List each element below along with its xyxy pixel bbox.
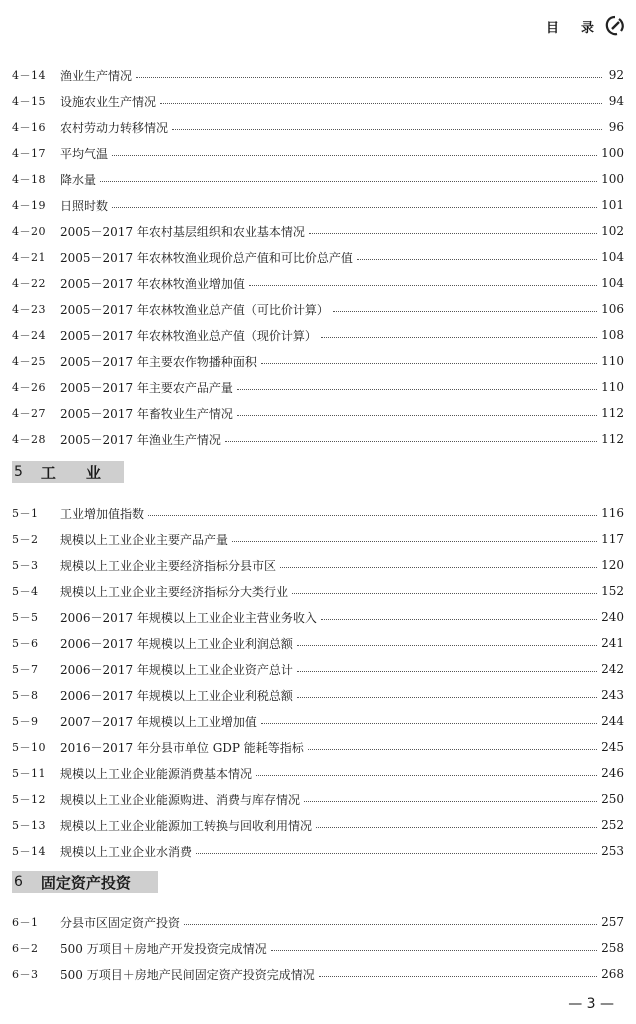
entry-number: 5－1 [12, 507, 39, 520]
dot-leader [261, 363, 597, 364]
entry-page-number: 96 [608, 120, 624, 134]
entry-number: 5－4 [12, 585, 39, 598]
dot-leader [309, 233, 597, 234]
toc-entry[interactable] [12, 404, 624, 422]
toc-entry[interactable] [12, 222, 624, 240]
entry-page-number: 240 [601, 610, 624, 624]
entry-title: 2005－2017 年渔业生产情况 [60, 432, 221, 447]
entry-number: 6－3 [12, 968, 39, 981]
dot-leader [271, 950, 597, 951]
dot-leader [261, 723, 597, 724]
entry-page-number: 250 [601, 792, 624, 806]
toc-entry[interactable] [12, 530, 624, 548]
entry-title: 2016－2017 年分县市单位 GDP 能耗等指标 [60, 740, 304, 755]
entry-title: 2006－2017 年规模以上工业企业资产总计 [60, 662, 293, 677]
entry-page-number: 116 [601, 506, 624, 520]
entry-number: 5－5 [12, 611, 39, 624]
entry-number: 4－23 [12, 303, 46, 316]
entry-page-number: 268 [601, 967, 624, 981]
entry-page-number: 246 [601, 766, 624, 780]
entry-number: 5－10 [12, 741, 46, 754]
entry-title: 2006－2017 年规模以上工业企业利税总额 [60, 688, 293, 703]
entry-title: 设施农业生产情况 [60, 94, 157, 109]
entry-title: 2006－2017 年规模以上工业企业利润总额 [60, 636, 293, 651]
entry-page-number: 117 [601, 532, 624, 546]
entry-number: 4－25 [12, 355, 46, 368]
entry-page-number: 241 [601, 636, 624, 650]
entry-title: 500 万项目＋房地产民间固定资产投资完成情况 [60, 967, 315, 982]
toc-entry[interactable] [12, 608, 624, 626]
dot-leader [172, 129, 602, 130]
dot-leader [112, 155, 597, 156]
dot-leader [280, 567, 597, 568]
entry-title: 规模以上工业企业能源消费基本情况 [60, 766, 253, 781]
entry-title: 工业增加值指数 [60, 506, 145, 521]
dot-leader [237, 389, 597, 390]
toc-entry[interactable] [12, 170, 624, 188]
entry-number: 5－9 [12, 715, 39, 728]
toc-entry[interactable] [12, 504, 624, 522]
entry-page-number: 108 [601, 328, 624, 342]
entry-number: 5－13 [12, 819, 46, 832]
entry-number: 4－26 [12, 381, 46, 394]
dot-leader [308, 749, 597, 750]
entry-number: 5－12 [12, 793, 46, 806]
dot-leader [237, 415, 597, 416]
dot-leader [136, 77, 602, 78]
toc-entry[interactable] [12, 764, 624, 782]
toc-entry[interactable] [12, 582, 624, 600]
toc-entry[interactable] [12, 196, 624, 214]
toc-entry[interactable] [12, 790, 624, 808]
entry-number: 4－14 [12, 69, 46, 82]
entry-page-number: 253 [601, 844, 624, 858]
entry-page-number: 101 [601, 198, 624, 212]
toc-entry[interactable] [12, 92, 624, 110]
entry-number: 4－18 [12, 173, 46, 186]
dot-leader [333, 311, 597, 312]
dot-leader [160, 103, 602, 104]
entry-title: 降水量 [60, 172, 97, 187]
entry-page-number: 104 [601, 250, 624, 264]
entry-page-number: 252 [601, 818, 624, 832]
page-header [546, 14, 626, 38]
dot-leader [297, 645, 597, 646]
entry-number: 4－15 [12, 95, 46, 108]
entry-title: 500 万项目＋房地产开发投资完成情况 [60, 941, 267, 956]
toc-entry[interactable] [12, 300, 624, 318]
entry-number: 4－20 [12, 225, 46, 238]
section-title: 固定资产投资 [40, 873, 131, 892]
dot-leader [321, 337, 597, 338]
entry-title: 2005－2017 年畜牧业生产情况 [60, 406, 233, 421]
dot-leader [225, 441, 597, 442]
entry-number: 4－17 [12, 147, 46, 160]
entry-title: 日照时数 [60, 198, 109, 213]
entry-title: 2005－2017 年农村基层组织和农业基本情况 [60, 224, 305, 239]
entry-title: 2005－2017 年农林牧渔业现价总产值和可比价总产值 [60, 250, 353, 265]
entry-title: 农村劳动力转移情况 [60, 120, 169, 135]
entry-number: 5－14 [12, 845, 46, 858]
entry-title: 2005－2017 年农林牧渔业总产值（可比价计算） [60, 302, 329, 317]
dot-leader [357, 259, 597, 260]
entry-page-number: 243 [601, 688, 624, 702]
section-number: 6 [14, 874, 23, 890]
entry-title: 2005－2017 年主要农作物播种面积 [60, 354, 257, 369]
dot-leader [256, 775, 597, 776]
entry-number: 4－28 [12, 433, 46, 446]
toc-entry[interactable] [12, 634, 624, 652]
entry-number: 4－16 [12, 121, 46, 134]
dot-leader [232, 541, 597, 542]
dot-leader [304, 801, 597, 802]
entry-title: 2007－2017 年规模以上工业增加值 [60, 714, 257, 729]
entry-title: 规模以上工业企业水消费 [60, 844, 193, 859]
entry-title: 规模以上工业企业主要经济指标分县市区 [60, 558, 277, 573]
entry-title: 2005－2017 年农林牧渔业总产值（现价计算） [60, 328, 317, 343]
entry-number: 5－6 [12, 637, 39, 650]
entry-title: 规模以上工业企业能源购进、消费与库存情况 [60, 792, 301, 807]
entry-page-number: 258 [601, 941, 624, 955]
toc-entry[interactable] [12, 66, 624, 84]
dot-leader [297, 697, 597, 698]
entry-page-number: 112 [601, 432, 624, 446]
toc-entry[interactable] [12, 430, 624, 448]
section-heading [12, 871, 158, 893]
dot-leader [319, 976, 597, 977]
entry-number: 5－11 [12, 767, 46, 780]
entry-page-number: 106 [601, 302, 624, 316]
page-number: — 3 — [568, 996, 614, 1012]
dot-leader [184, 924, 597, 925]
entry-page-number: 152 [601, 584, 624, 598]
toc-entry[interactable] [12, 118, 624, 136]
dot-leader [196, 853, 597, 854]
entry-number: 6－1 [12, 916, 39, 929]
entry-page-number: 102 [601, 224, 624, 238]
dot-leader [112, 207, 597, 208]
entry-page-number: 110 [601, 380, 624, 394]
toc-entry[interactable] [12, 144, 624, 162]
entry-page-number: 100 [601, 172, 624, 186]
toc-entry[interactable] [12, 913, 624, 931]
entry-number: 4－24 [12, 329, 46, 342]
entry-page-number: 245 [601, 740, 624, 754]
toc-entry[interactable] [12, 556, 624, 574]
entry-number: 4－27 [12, 407, 46, 420]
toc-entry[interactable] [12, 248, 624, 266]
entry-number: 5－2 [12, 533, 39, 546]
entry-number: 6－2 [12, 942, 39, 955]
toc-entry[interactable] [12, 738, 624, 756]
toc-entry[interactable] [12, 274, 624, 292]
entry-page-number: 94 [608, 94, 624, 108]
toc-entry[interactable] [12, 712, 624, 730]
dot-leader [297, 671, 597, 672]
toc-entry[interactable] [12, 939, 624, 957]
dot-leader [249, 285, 597, 286]
entry-page-number: 257 [601, 915, 624, 929]
entry-title: 平均气温 [60, 146, 109, 161]
entry-title: 规模以上工业企业能源加工转换与回收利用情况 [60, 818, 313, 833]
entry-page-number: 100 [601, 146, 624, 160]
section-number: 5 [14, 464, 23, 480]
entry-title: 渔业生产情况 [60, 68, 133, 83]
logo-icon [604, 15, 626, 37]
entry-page-number: 120 [601, 558, 624, 572]
entry-page-number: 242 [601, 662, 624, 676]
toc-entry[interactable] [12, 326, 624, 344]
dot-leader [100, 181, 597, 182]
entry-number: 4－19 [12, 199, 46, 212]
toc-entry[interactable] [12, 816, 624, 834]
entry-number: 5－7 [12, 663, 39, 676]
entry-title: 2005－2017 年主要农产品产量 [60, 380, 233, 395]
entry-title: 2006－2017 年规模以上工业企业主营业务收入 [60, 610, 317, 625]
entry-title: 分县市区固定资产投资 [60, 915, 181, 930]
section-heading [12, 461, 124, 483]
toc-entry[interactable] [12, 660, 624, 678]
entry-page-number: 104 [601, 276, 624, 290]
toc-entry[interactable] [12, 686, 624, 704]
header-title: 目录 [545, 20, 616, 36]
entry-title: 规模以上工业企业主要经济指标分大类行业 [60, 584, 289, 599]
entry-page-number: 110 [601, 354, 624, 368]
entry-number: 5－3 [12, 559, 39, 572]
dot-leader [321, 619, 597, 620]
section-title: 工 业 [40, 463, 101, 482]
entry-number: 4－21 [12, 251, 46, 264]
entry-number: 4－22 [12, 277, 46, 290]
entry-page-number: 244 [601, 714, 624, 728]
entry-page-number: 112 [601, 406, 624, 420]
toc-entry[interactable] [12, 965, 624, 983]
dot-leader [292, 593, 597, 594]
entry-number: 5－8 [12, 689, 39, 702]
entry-title: 2005－2017 年农林牧渔业增加值 [60, 276, 245, 291]
toc-entry[interactable] [12, 842, 624, 860]
entry-page-number: 92 [608, 68, 624, 82]
toc-entry[interactable] [12, 352, 624, 370]
toc-entry[interactable] [12, 378, 624, 396]
dot-leader [316, 827, 597, 828]
dot-leader [148, 515, 597, 516]
entry-title: 规模以上工业企业主要产品产量 [60, 532, 229, 547]
